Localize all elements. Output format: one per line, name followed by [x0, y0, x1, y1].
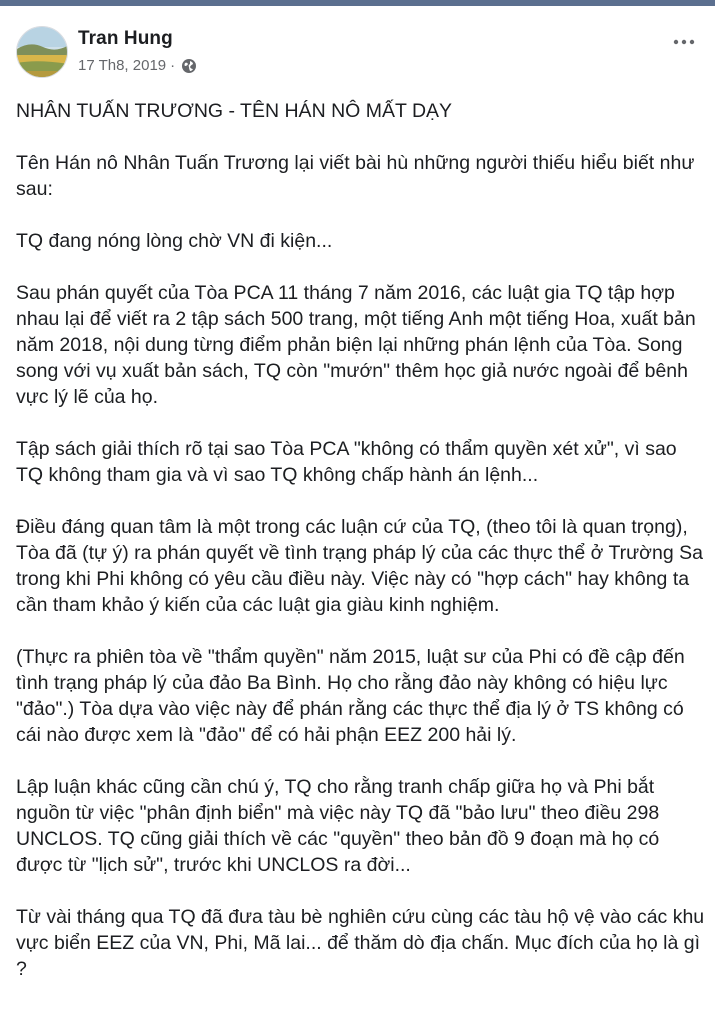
- author-name[interactable]: Tran Hung: [78, 28, 173, 49]
- post-header: [16, 26, 699, 86]
- avatar-image: [17, 27, 68, 78]
- post-paragraph: Lập luận khác cũng cần chú ý, TQ cho rằng tranh chấp giữa họ và Phi bắt nguồn từ việc "phân định biển" mà việc này TQ đã "bảo lưu" theo điều 298 UNCLOS. TQ cũng giải thích về các "quyền" theo bản đồ 9 đoạn mà họ có được từ "lịch sử", trước khi UNCLOS ra đời...: [16, 776, 660, 876]
- post-title-line: NHÂN TUẤN TRƯƠNG - TÊN HÁN NÔ MẤT DẠY: [16, 100, 453, 122]
- post-date[interactable]: 17 Th8, 2019: [78, 57, 167, 74]
- post-paragraph: Từ vài tháng qua TQ đã đưa tàu bè nghiên cứu cùng các tàu hộ vệ vào các khu vực biển EEZ của VN, Phi, Mã lai... để thăm dò địa chấn. Mục đích của họ là gì ?: [16, 906, 705, 980]
- facebook-post: [0, 6, 715, 1029]
- globe-icon[interactable]: [181, 58, 197, 74]
- post-content: [16, 98, 706, 1008]
- post-paragraph: TQ đang nóng lòng chờ VN đi kiện...: [16, 230, 333, 252]
- post-paragraph: (Thực ra phiên tòa về "thẩm quyền" năm 2015, luật sư của Phi có đề cập đến tình trạng pháp lý của đảo Ba Bình. Họ cho rằng đảo này không có hiệu lực "đảo".) Tòa dựa vào việc này để phán rằng các thực thể địa lý ở TS không có cái nào được xem là "đảo" để có hải phận EEZ 200 hải lý.: [16, 646, 685, 746]
- meta-separator: ·: [170, 57, 176, 74]
- more-horizontal-icon: [672, 38, 696, 46]
- avatar[interactable]: [16, 26, 68, 78]
- post-paragraph: Sau phán quyết của Tòa PCA 11 tháng 7 năm 2016, các luật gia TQ tập hợp nhau lại để viết ra 2 tập sách 500 trang, một tiếng Anh một tiếng Hoa, xuất bản năm 2018, nội dung từng điểm phản biện lại những phán lệnh của Tòa. Song song với vụ xuất bản sách, TQ còn "mướn" thêm học giả nước ngoài để bênh vực lý lẽ của họ.: [16, 282, 696, 408]
- post-paragraph: Điều đáng quan tâm là một trong các luận cứ của TQ, (theo tôi là quan trọng), Tòa đã (tự ý) ra phán quyết về tình trạng pháp lý của các thực thể ở Trường Sa trong khi Phi không có yêu cầu điều này. Việc này có "hợp cách" hay không ta cần tham khảo ý kiến của các luật gia giàu kinh nghiệm.: [16, 516, 703, 616]
- more-options-button[interactable]: [669, 32, 699, 52]
- post-meta: [78, 57, 197, 74]
- post-paragraph: Tập sách giải thích rõ tại sao Tòa PCA "không có thẩm quyền xét xử", vì sao TQ không tham gia và vì sao TQ không chấp hành án lệnh...: [16, 438, 677, 486]
- post-paragraph: Tên Hán nô Nhân Tuấn Trương lại viết bài hù những người thiếu hiểu biết như sau:: [16, 152, 695, 200]
